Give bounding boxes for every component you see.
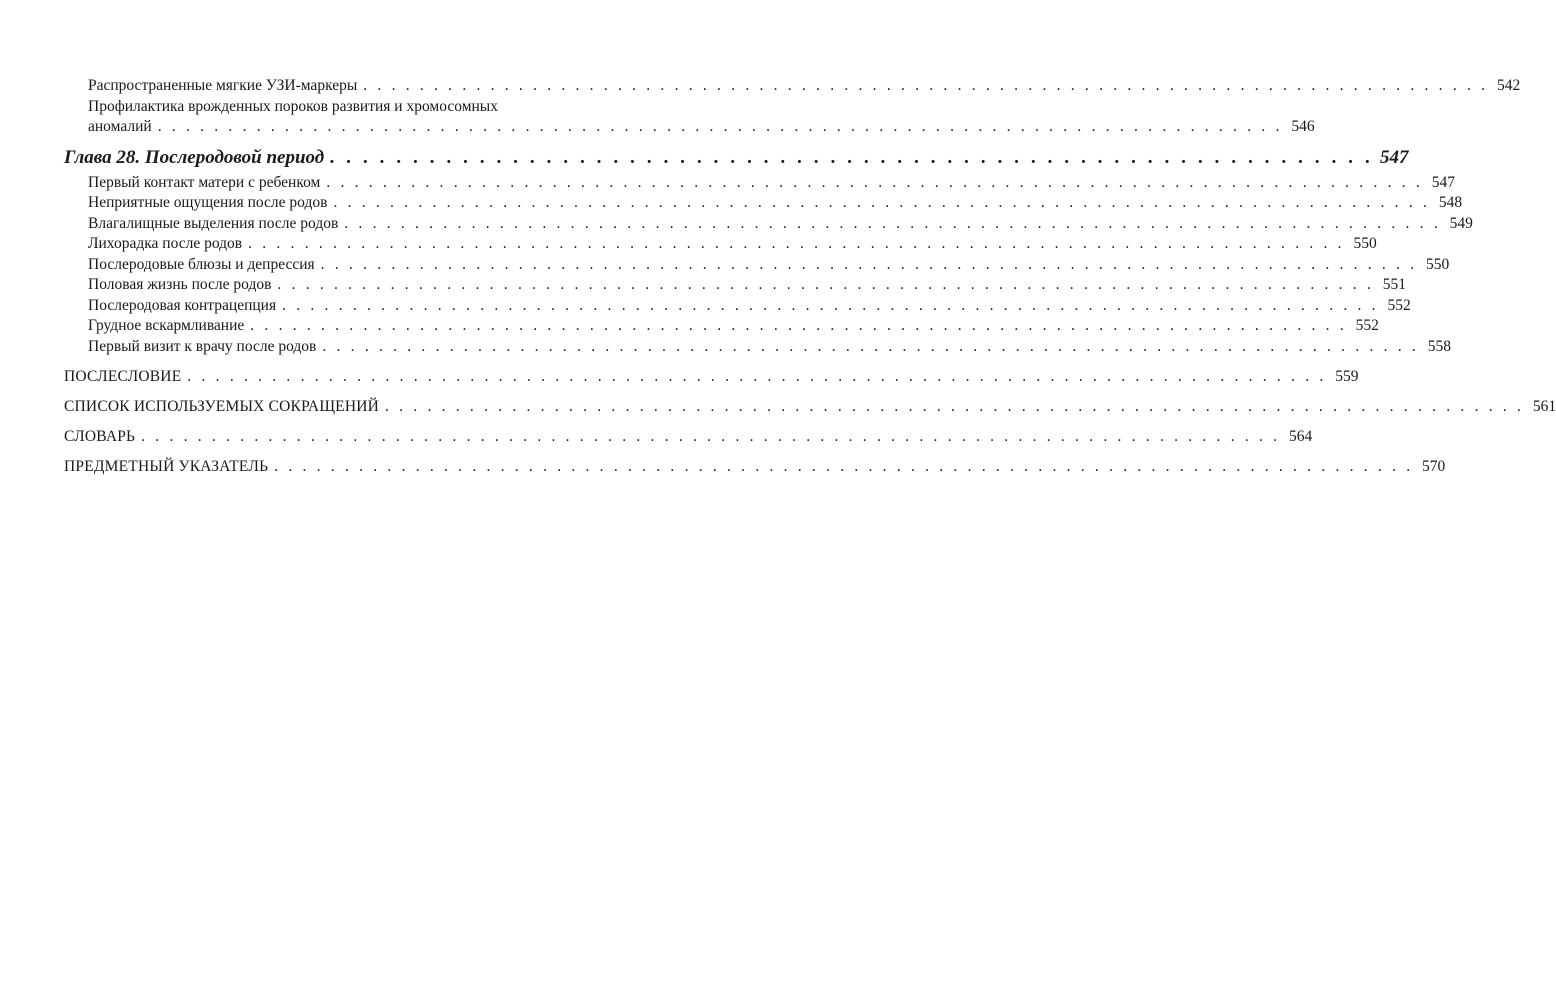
toc-entry-title: Грудное вскармливание <box>88 317 245 334</box>
toc-entry[interactable] <box>64 234 1377 255</box>
toc-entry-page: 552 <box>1387 296 1411 314</box>
toc-entry-title-line2: аномалий <box>88 118 152 135</box>
chapter-entries <box>64 173 1473 358</box>
toc-entry-title: Влагалищные выделения после родов <box>88 214 339 232</box>
toc-entry-title: Половая жизнь после родов <box>88 276 272 293</box>
dot-leader: . . . . . . . . . . . . . . . . . . . . . . . . . . . . . . . . . . . . . . . . . . . . . . . . . . . . . . . . . . . . . . . . . . . . . . . . . . . . . . . . . <box>274 457 1414 475</box>
toc-section-title: СПИСОК ИСПОЛЬЗУЕМЫХ СОКРАЩЕНИЙ <box>64 397 380 415</box>
toc-chapter-heading[interactable] <box>64 145 1409 170</box>
dot-leader: . . . . . . . . . . . . . . . . . . . . . . . . . . . . . . . . . . . . . . . . . . . . . . . . . . . . . . . . . . . . . . . . . . . . . . . . . . . . . . . . . <box>187 367 1327 385</box>
dot-leader: . . . . . . . . . . . . . . . . . . . . . . . . . . . . . . . . . . . . . . . . . . . . . . . . . . . . . . . . . . . . . . . . . . . . . . . . . . . . . . <box>250 317 1347 334</box>
toc-entry[interactable] <box>64 214 1473 235</box>
toc-entry-page: 550 <box>1353 235 1377 252</box>
toc-section-page: 561 <box>1532 397 1556 415</box>
toc-entry-title: Послеродовая контрацепция <box>88 296 277 314</box>
dot-leader: . . . . . . . . . . . . . . . . . . . . . . . . . . . . . . . . . . . . . . . . . . . . . . . . . . . . . . . . . . . . . . . . . . . . . . . . . . . . . . . . <box>363 77 1489 94</box>
toc-section[interactable] <box>64 397 1556 418</box>
toc-section-title: СЛОВАРЬ <box>64 427 136 445</box>
dot-leader: . . . . . . . . . . . . . . . . . . . . . . . . . . . . . . . . . . . . . . . . . . . . . . . . . . . . . . . . . . . . . . . . . . . . . . . . . . . . . . <box>322 337 1419 355</box>
dot-leader: . . . . . . . . . . . . . . . . . . . . . . . . . . . . . . . . . . . . . . . . . . . . . . . . . . . . . . . . . . . . . . . <box>330 146 1374 168</box>
chapter-title: Глава 28. Послеродовой период <box>64 146 325 168</box>
toc-entry[interactable] <box>64 296 1411 317</box>
toc-entry-page: 550 <box>1426 255 1450 273</box>
dot-leader: . . . . . . . . . . . . . . . . . . . . . . . . . . . . . . . . . . . . . . . . . . . . . . . . . . . . . . . . . . . . . . . . . . . . . . . . . . . . . . <box>282 296 1379 314</box>
dot-leader: . . . . . . . . . . . . . . . . . . . . . . . . . . . . . . . . . . . . . . . . . . . . . . . . . . . . . . . . . . . . . . . . . . . . . . . . . . . . . . <box>344 214 1441 232</box>
toc-entry[interactable] <box>64 275 1407 296</box>
toc-entry[interactable] <box>64 255 1450 276</box>
dot-leader: . . . . . . . . . . . . . . . . . . . . . . . . . . . . . . . . . . . . . . . . . . . . . . . . . . . . . . . . . . . . . . . . . . . . . . . . . . . . . . . . . <box>141 427 1281 445</box>
toc-entry-page: 546 <box>1291 118 1315 135</box>
toc-entry[interactable] <box>64 193 1463 214</box>
toc-section[interactable] <box>64 367 1359 388</box>
toc-section-page: 559 <box>1335 367 1359 385</box>
toc-entry[interactable] <box>64 76 1521 97</box>
toc-section-title: ПОСЛЕСЛОВИЕ <box>64 367 182 385</box>
chapter-page: 547 <box>1379 146 1409 168</box>
toc-entry-wrapped[interactable] <box>64 97 1315 138</box>
toc-section-page: 570 <box>1422 457 1446 475</box>
dot-leader: . . . . . . . . . . . . . . . . . . . . . . . . . . . . . . . . . . . . . . . . . . . . . . . . . . . . . . . . . . . . . . . . . . . . . . . . . . . . . . <box>326 173 1423 191</box>
toc-entry-page: 552 <box>1355 317 1379 334</box>
toc-entry-page: 558 <box>1427 337 1451 355</box>
toc-entry-title: Первый контакт матери с ребенком <box>88 173 321 191</box>
toc-entry-page: 551 <box>1382 276 1407 293</box>
table-of-contents <box>64 76 1556 477</box>
toc-entry[interactable] <box>64 316 1379 337</box>
toc-entry-title: Неприятные ощущения после родов <box>88 194 328 211</box>
toc-entry-title: Первый визит к врачу после родов <box>88 337 317 355</box>
toc-entry-title-line1: Профилактика врожденных пороков развития и хромосомных <box>88 97 498 115</box>
dot-leader: . . . . . . . . . . . . . . . . . . . . . . . . . . . . . . . . . . . . . . . . . . . . . . . . . . . . . . . . . . . . . . . . . . . . . . . . . . . . . . <box>277 276 1375 293</box>
toc-entry-page: 548 <box>1438 194 1463 211</box>
back-matter-sections <box>64 367 1556 478</box>
toc-entry-page: 549 <box>1449 214 1473 232</box>
toc-entry-title: Распространенные мягкие УЗИ-маркеры <box>88 77 358 94</box>
dot-leader: . . . . . . . . . . . . . . . . . . . . . . . . . . . . . . . . . . . . . . . . . . . . . . . . . . . . . . . . . . . . . . . . . . . . . . . . . . . . . . . . . <box>385 397 1525 415</box>
toc-section[interactable] <box>64 427 1313 448</box>
toc-entry-page: 542 <box>1496 77 1521 94</box>
toc-entry-title: Послеродовые блюзы и депрессия <box>88 255 315 273</box>
toc-entry-page: 547 <box>1431 173 1455 191</box>
toc-section-page: 564 <box>1288 427 1313 445</box>
dot-leader: . . . . . . . . . . . . . . . . . . . . . . . . . . . . . . . . . . . . . . . . . . . . . . . . . . . . . . . . . . . . . . . . . . . . . . . . . . . . . . <box>333 194 1431 211</box>
toc-entry-title: Лихорадка после родов <box>88 235 243 252</box>
dot-leader: . . . . . . . . . . . . . . . . . . . . . . . . . . . . . . . . . . . . . . . . . . . . . . . . . . . . . . . . . . . . . . . . . . . . . . . . . . . . . . . . <box>157 118 1283 135</box>
toc-section-title: ПРЕДМЕТНЫЙ УКАЗАТЕЛЬ <box>64 457 269 475</box>
dot-leader: . . . . . . . . . . . . . . . . . . . . . . . . . . . . . . . . . . . . . . . . . . . . . . . . . . . . . . . . . . . . . . . . . . . . . . . . . . . . . . <box>248 235 1345 252</box>
dot-leader: . . . . . . . . . . . . . . . . . . . . . . . . . . . . . . . . . . . . . . . . . . . . . . . . . . . . . . . . . . . . . . . . . . . . . . . . . . . . . . <box>320 255 1418 273</box>
toc-entry[interactable] <box>64 173 1455 194</box>
toc-entry[interactable] <box>64 337 1451 358</box>
toc-section[interactable] <box>64 457 1446 478</box>
